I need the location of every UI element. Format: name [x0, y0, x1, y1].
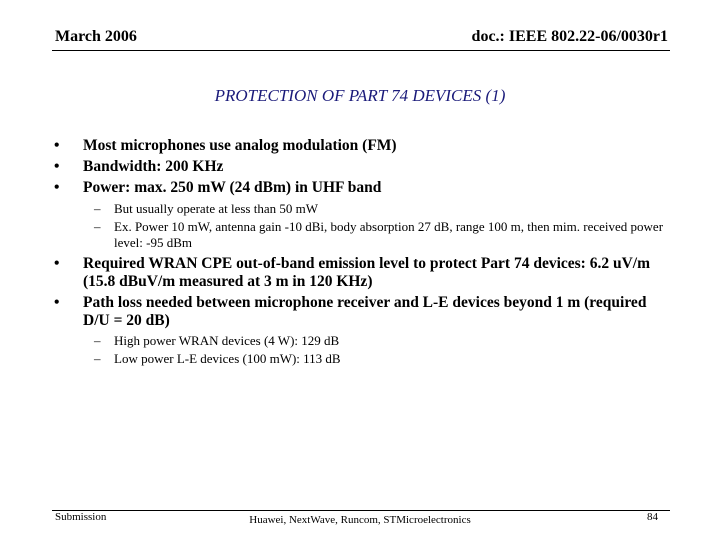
sub-bullet-glyph: – [94, 351, 101, 366]
bullet-text: Required WRAN CPE out-of-band emission level to protect Part 74 devices: 6.2 uV/m (15.8 dBuV/m measured at 3 m in 120 KHz) [83, 255, 650, 290]
footer-divider [52, 510, 670, 511]
footer-authors: Huawei, NextWave, Runcom, STMicroelectronics [249, 514, 471, 526]
bullet-text: Bandwidth: 200 KHz [83, 158, 224, 175]
sub-bullet-text: Ex. Power 10 mW, antenna gain -10 dBi, body absorption 27 dB, range 100 m, then mim. received power level: -95 dBm [114, 219, 664, 250]
footer-submission: Submission [55, 511, 107, 523]
bullet-glyph: • [54, 255, 60, 272]
sub-bullet-text: But usually operate at less than 50 mW [114, 201, 318, 216]
bullet-glyph: • [54, 294, 60, 311]
bullet-text: Power: max. 250 mW (24 dBm) in UHF band [83, 179, 382, 196]
sub-bullet-text: Low power L-E devices (100 mW): 113 dB [114, 351, 341, 366]
bullet-glyph: • [54, 179, 60, 196]
sub-bullet-glyph: – [94, 333, 101, 348]
page-number: 84 [647, 511, 658, 523]
header-doc-id: doc.: IEEE 802.22-06/0030r1 [471, 28, 668, 45]
bullet-text: Path loss needed between microphone receiver and L-E devices beyond 1 m (required D/U = 20 dB) [83, 294, 647, 329]
bullet-glyph: • [54, 137, 60, 154]
bullet-text: Most microphones use analog modulation (FM) [83, 137, 397, 154]
header-divider [52, 50, 670, 51]
sub-bullet-glyph: – [94, 201, 101, 216]
header-date: March 2006 [55, 28, 137, 45]
sub-bullet-text: High power WRAN devices (4 W): 129 dB [114, 333, 340, 348]
slide-title: PROTECTION OF PART 74 DEVICES (1) [214, 86, 506, 105]
bullet-glyph: • [54, 158, 60, 175]
sub-bullet-glyph: – [94, 219, 101, 234]
